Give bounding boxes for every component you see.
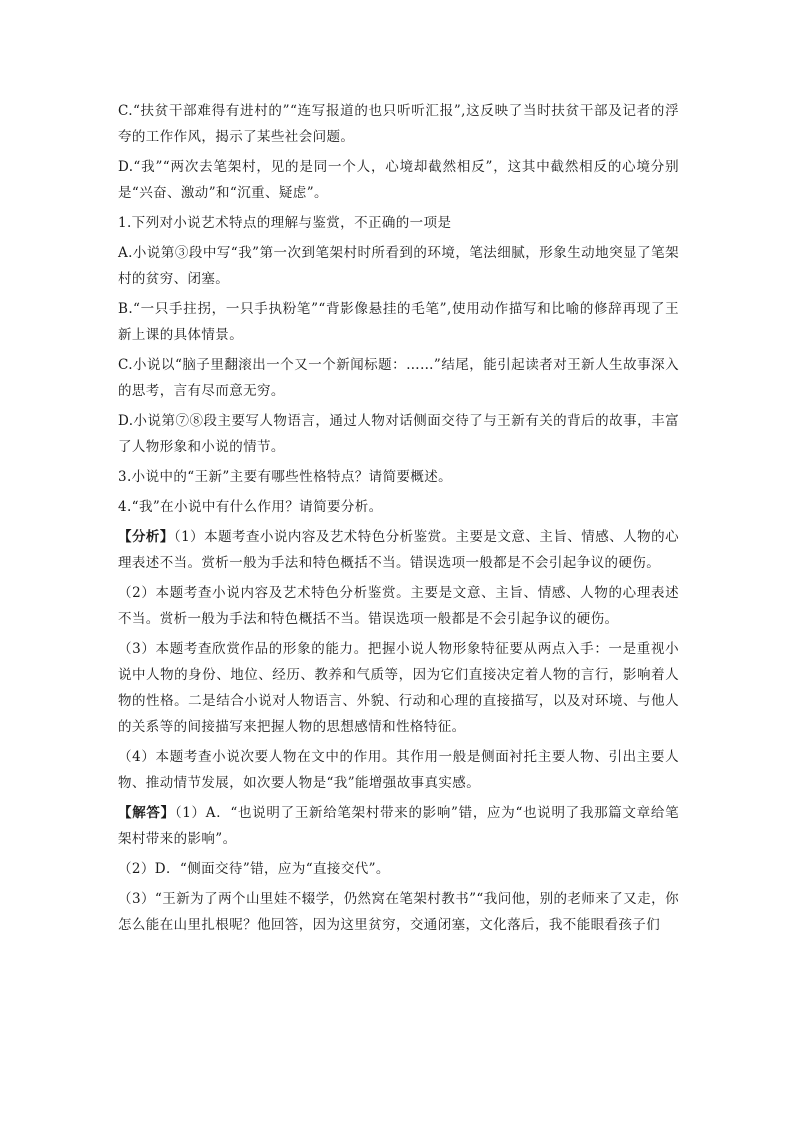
paragraph-text: C.“扶贫干部难得有进村的”“连写报道的也只听听汇报”,这反映了当时扶贫干部及记者的浮夸的工作作风，揭示了某些社会问题。 (118, 103, 679, 145)
paragraph-question-1 (118, 210, 679, 236)
paragraph-text: 1.下列对小说艺术特点的理解与鉴赏，不正确的一项是 (118, 215, 452, 231)
paragraph-text: （3）“王新为了两个山里娃不辍学，仍然窝在笔架村教书”“我问他，别的老师来了又走，你怎么能在山里扎根呢？他回答，因为这里贫穷，交通闭塞，文化落后，我不能眼看孩子们 (118, 891, 679, 933)
paragraph-text: （2）D．“侧面交待”错，应为“直接交代”。 (118, 861, 390, 877)
paragraph-option-b-2 (118, 296, 679, 348)
paragraph-answer-1 (118, 800, 679, 852)
analysis-tag: 【分析】 (118, 529, 174, 545)
paragraph-option-c-1 (118, 98, 679, 150)
paragraph-text: （1）本题考查小说内容及艺术特色分析鉴赏。主要是文意、主旨、情感、人物的心理表述不当。赏析一般为手法和特色概括不当。错误选项一般都是不会引起争议的硬伤。 (118, 529, 679, 571)
paragraph-option-d-2 (118, 408, 679, 460)
paragraph-text: 3.小说中的“王新”主要有哪些性格特点？请简要概述。 (118, 469, 453, 485)
paragraph-question-3 (118, 464, 679, 490)
paragraph-question-4 (118, 494, 679, 520)
paragraph-option-c-2 (118, 352, 679, 404)
paragraph-text: C.小说以“脑子里翻滚出一个又一个新闻标题：……”结尾，能引起读者对王新人生故事深入的思考，言有尽而意无穷。 (118, 357, 679, 399)
paragraph-text: 4.“我”在小说中有什么作用？请简要分析。 (118, 499, 383, 515)
paragraph-text: （2）本题考查小说内容及艺术特色分析鉴赏。主要是文意、主旨、情感、人物的心理表述不当。赏析一般为手法和特色概括不当。错误选项一般都是不会引起争议的硬伤。 (118, 585, 679, 627)
paragraph-option-a-2 (118, 240, 679, 292)
paragraph-answer-2 (118, 856, 679, 882)
paragraph-text: D.小说第⑦⑧段主要写人物语言，通过人物对话侧面交待了与王新有关的背后的故事，丰富了人物形象和小说的情节。 (118, 413, 679, 455)
answer-tag: 【解答】 (118, 805, 175, 821)
paragraph-option-d-1 (118, 154, 679, 206)
paragraph-text: B.“一只手拄拐，一只手执粉笔”“背影像悬挂的毛笔”,使用动作描写和比喻的修辞再现了王新上课的具体情景。 (118, 301, 679, 343)
paragraph-text: D.“我”“两次去笔架村，见的是同一个人，心境却截然相反”，这其中截然相反的心境分别是“兴奋、激动”和“沉重、疑虑”。 (118, 159, 679, 201)
paragraph-analysis-2 (118, 580, 679, 632)
paragraph-text: （4）本题考查小说次要人物在文中的作用。其作用一般是侧面衬托主要人物、引出主要人物、推动情节发展，如次要人物是“我”能增强故事真实感。 (118, 749, 679, 791)
paragraph-analysis-1 (118, 524, 679, 576)
paragraph-analysis-3 (118, 636, 679, 740)
paragraph-analysis-4 (118, 744, 679, 796)
paragraph-text: （3）本题考查欣赏作品的形象的能力。把握小说人物形象特征要从两点入手：一是重视小说中人物的身份、地位、经历、教养和气质等，因为它们直接决定着人物的言行，影响着人物的性格。二是结合小说对人物语言、外貌、行动和心理的直接描写，以及对环境、与他人的关系等的间接描写来把握人物的思想感情和性格特征。 (118, 641, 679, 735)
paragraph-text: A.小说第③段中写“我”第一次到笔架村时所看到的环境，笔法细腻，形象生动地突显了笔架村的贫穷、闭塞。 (118, 245, 679, 287)
paragraph-answer-3 (118, 886, 679, 938)
paragraph-text: （1）A．“也说明了王新给笔架村带来的影响”错，应为“也说明了我那篇文章给笔架村带来的影响”。 (118, 805, 679, 847)
